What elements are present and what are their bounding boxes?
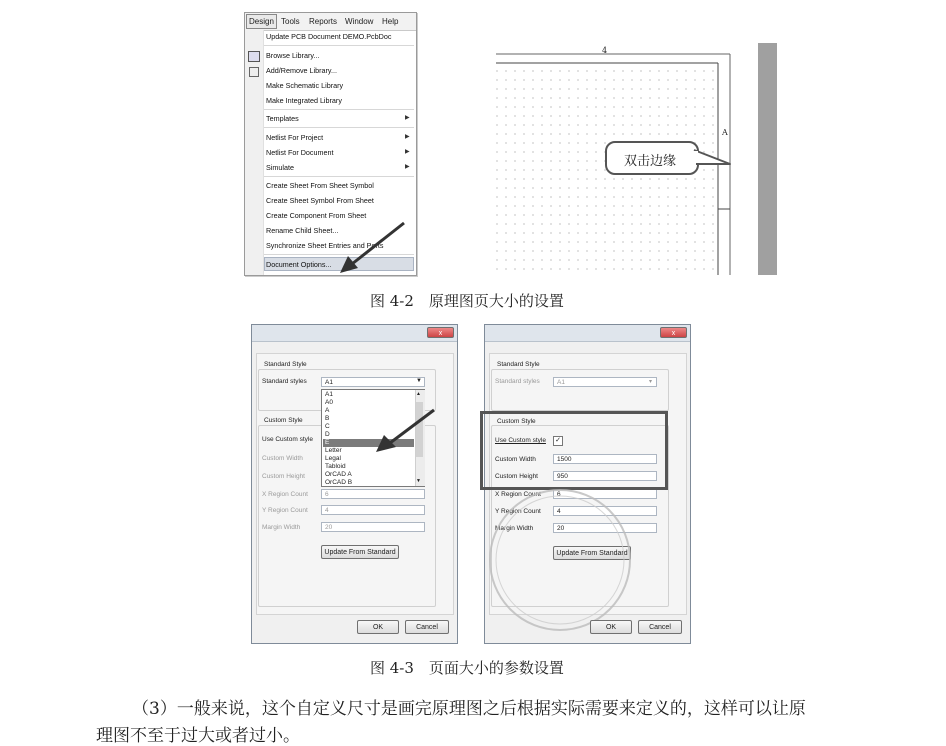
custom-height-input[interactable]: 950 (553, 471, 657, 481)
document-options-dialog-left (251, 324, 458, 644)
close-button[interactable]: x (427, 327, 454, 338)
menu-tools[interactable]: Tools (281, 17, 300, 26)
menu-item-netlist-document[interactable]: Netlist For Document (266, 148, 334, 157)
margin-width-label: Margin Width (262, 524, 301, 531)
menu-item-create-symbol-from-sheet[interactable]: Create Sheet Symbol From Sheet (266, 196, 374, 205)
y-region-count-input[interactable]: 4 (321, 505, 425, 515)
menu-item-make-integrated-library[interactable]: Make Integrated Library (266, 96, 342, 105)
dropdown-option[interactable]: A0 (325, 399, 333, 406)
dropdown-option[interactable]: Tabloid (325, 463, 346, 470)
cancel-button[interactable]: Cancel (638, 620, 682, 634)
menu-item-create-component-from-sheet[interactable]: Create Component From Sheet (266, 211, 367, 220)
pointer-arrow-icon (330, 218, 410, 278)
x-region-count-input[interactable]: 6 (321, 489, 425, 499)
dropdown-option[interactable]: A1 (325, 391, 333, 398)
dropdown-option[interactable]: C (325, 423, 330, 430)
margin-width-input[interactable]: 20 (321, 522, 425, 532)
paragraph-line-1: （3）一般来说，这个自定义尺寸是画完原理图之后根据实际需要来定义的，这样可以让原 (132, 699, 806, 719)
standard-style-group-label: Standard Style (264, 361, 307, 368)
menu-separator (264, 109, 414, 110)
menu-item-create-sheet-from-symbol[interactable]: Create Sheet From Sheet Symbol (266, 181, 374, 190)
dropdown-option[interactable]: B (325, 415, 330, 422)
margin-width-label: Margin Width (495, 525, 534, 532)
use-custom-style-label: Use Custom style (262, 436, 313, 443)
dropdown-option[interactable]: Legal (325, 455, 341, 462)
highlight-box (480, 411, 668, 490)
dropdown-option[interactable]: A (325, 407, 330, 414)
use-custom-style-checkbox[interactable]: ✓ (553, 436, 563, 446)
menu-item-add-remove-library[interactable]: Add/Remove Library... (266, 66, 337, 75)
dropdown-option[interactable]: Letter (325, 447, 342, 454)
dropdown-option[interactable]: D (325, 431, 330, 438)
scroll-down-icon[interactable]: ▼ (416, 478, 421, 484)
update-from-standard-button[interactable]: Update From Standard (321, 545, 399, 559)
menu-item-update-pcb[interactable]: Update PCB Document DEMO.PcbDoc (266, 32, 392, 41)
add-library-icon (249, 67, 259, 77)
browse-library-icon (248, 51, 260, 62)
standard-styles-label: Standard styles (262, 378, 307, 385)
callout-text: 双击边缘 (624, 154, 677, 169)
custom-style-group-label: Custom Style (497, 418, 536, 425)
x-region-count-label: X Region Count (262, 491, 308, 498)
ok-button[interactable]: OK (590, 620, 632, 634)
menu-item-templates[interactable]: Templates (266, 114, 299, 123)
custom-width-label: Custom Width (495, 456, 536, 463)
figure-4-2-caption: 图 4-2 原理图页大小的设置 (370, 292, 564, 310)
design-menu (244, 12, 417, 276)
standard-style-group (491, 369, 669, 411)
figure-4-3-caption: 图 4-3 页面大小的参数设置 (370, 659, 564, 677)
menu-item-make-schematic-library[interactable]: Make Schematic Library (266, 81, 344, 90)
scroll-up-icon[interactable]: ▲ (416, 391, 421, 397)
standard-styles-label: Standard styles (495, 378, 540, 385)
paragraph-line-2: 理图不至于过大或者过小。 (96, 726, 300, 746)
menu-item-simulate[interactable]: Simulate (266, 163, 294, 172)
menu-item-browse-library[interactable]: Browse Library... (266, 51, 320, 60)
zone-label-right: A (722, 128, 728, 137)
menu-separator (264, 127, 414, 128)
zone-label-top: 4 (602, 46, 608, 55)
schematic-sheet[interactable] (496, 43, 777, 275)
document-options-dialog-right (484, 324, 691, 644)
pointer-arrow-icon (370, 405, 440, 455)
menu-separator (264, 45, 414, 46)
submenu-arrow-icon: ▶ (405, 149, 410, 155)
custom-width-label: Custom Width (262, 455, 303, 462)
menu-bar (245, 13, 416, 31)
dropdown-option[interactable]: OrCAD A (325, 471, 352, 478)
use-custom-style-label: Use Custom style (495, 437, 546, 444)
y-region-count-label: Y Region Count (262, 507, 308, 514)
y-region-count-label: Y Region Count (495, 508, 541, 515)
menu-item-rename-child-sheet[interactable]: Rename Child Sheet... (266, 226, 339, 235)
margin-width-input[interactable]: 20 (553, 523, 657, 533)
chevron-down-icon[interactable]: ▼ (416, 378, 422, 384)
custom-style-group-label: Custom Style (264, 417, 303, 424)
x-region-count-input[interactable]: 6 (553, 489, 657, 499)
menu-item-document-options[interactable]: Document Options... (266, 260, 332, 269)
dropdown-option[interactable]: E (323, 439, 414, 447)
x-region-count-label: X Region Count (495, 491, 541, 498)
menu-window[interactable]: Window (345, 17, 374, 26)
standard-style-group-label: Standard Style (497, 361, 540, 368)
custom-height-label: Custom Height (262, 473, 305, 480)
menu-design[interactable]: Design (246, 14, 277, 29)
submenu-arrow-icon: ▶ (405, 115, 410, 121)
standard-styles-select[interactable]: A1 (321, 377, 425, 387)
submenu-arrow-icon: ▶ (405, 134, 410, 140)
custom-width-input[interactable]: 1500 (553, 454, 657, 464)
y-region-count-input[interactable]: 4 (553, 506, 657, 516)
menu-item-synchronize-sheet[interactable]: Synchronize Sheet Entries and Ports (266, 241, 384, 250)
cancel-button[interactable]: Cancel (405, 620, 449, 634)
submenu-arrow-icon: ▶ (405, 164, 410, 170)
menu-separator (264, 176, 414, 177)
publisher-seal (485, 485, 635, 635)
custom-height-label: Custom Height (495, 473, 538, 480)
menu-help[interactable]: Help (382, 17, 399, 26)
standard-styles-select[interactable]: A1 (553, 377, 657, 387)
close-button[interactable]: x (660, 327, 687, 338)
chevron-down-icon[interactable]: ▾ (649, 379, 653, 385)
dropdown-option[interactable]: OrCAD B (325, 479, 353, 486)
menu-reports[interactable]: Reports (309, 17, 338, 26)
ok-button[interactable]: OK (357, 620, 399, 634)
menu-item-netlist-project[interactable]: Netlist For Project (266, 133, 324, 142)
update-from-standard-button[interactable]: Update From Standard (553, 546, 631, 560)
